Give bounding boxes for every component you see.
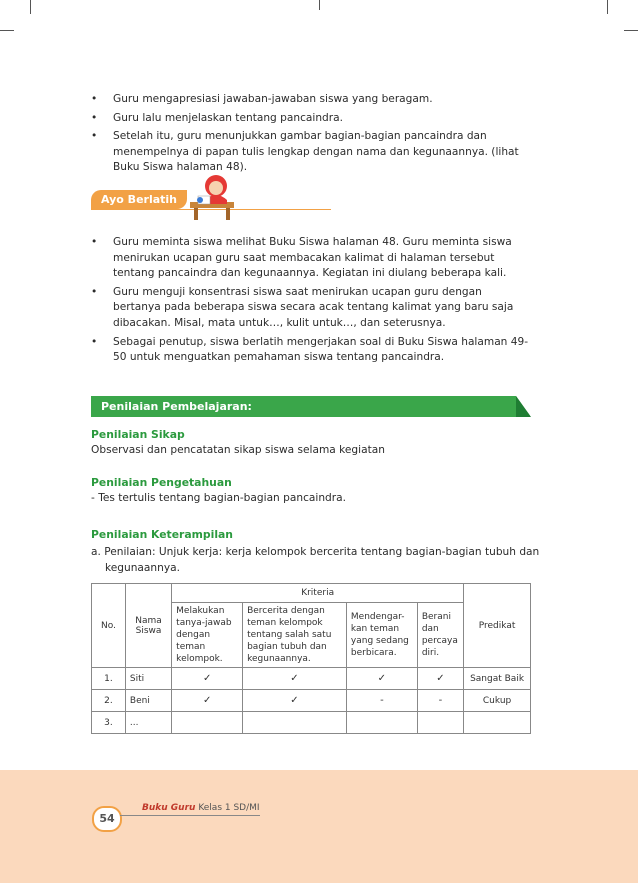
crop-mark [0,30,14,31]
header-no: No. [92,584,126,668]
footer-rule [120,815,260,816]
crop-mark [624,30,638,31]
criteria-header: Mendengar-kan teman yang sedang berbicara. [346,603,417,668]
criteria-header: Melakukan tanya-jawab dengan teman kelompok. [172,603,243,668]
cell-c3: ✓ [346,668,417,690]
cell-c3 [346,712,417,734]
cell-nama: ... [125,712,171,734]
penilaian-section-bar: Penilaian Pembelajaran: [91,396,530,417]
cell-predikat: Cukup [464,690,531,712]
cell-no: 1. [92,668,126,690]
cell-c3: - [346,690,417,712]
footer-kelas: Kelas 1 SD/MI [198,803,260,813]
crop-mark [607,0,608,14]
cell-c1: ✓ [172,668,243,690]
cell-predikat [464,712,531,734]
criteria-header: Bercerita dengan teman kelompok tentang salah satu bagian tubuh dan kegunaannya. [243,603,347,668]
header-predikat: Predikat [464,584,531,668]
keterampilan-heading: Penilaian Keterampilan [91,528,233,541]
cell-nama: Siti [125,668,171,690]
top-bullets [91,92,532,179]
bullet-item: • Guru mengapresiasi jawaban-jawaban siswa yang beragam. [91,92,532,108]
table-row [92,690,531,712]
cell-nama: Beni [125,690,171,712]
cell-c2: ✓ [243,690,347,712]
header-nama: Nama Siswa [125,584,171,668]
sikap-text: Observasi dan pencatatan sikap siswa selama kegiatan [91,444,385,456]
cell-c1 [172,712,243,734]
bullet-item: • Guru meminta siswa melihat Buku Siswa halaman 48. Guru meminta siswa menirukan ucapan guru saat membacakan kalimat di halaman tersebut tentang pancaindra dan kegunaannya. Kegiatan ini diulang beberapa kali. [91,235,532,282]
page-number: 54 [92,806,122,832]
cell-c2: ✓ [243,668,347,690]
pengetahuan-heading: Penilaian Pengetahuan [91,476,232,489]
table-row [92,668,531,690]
assessment-table [91,583,531,734]
cell-c4: - [417,690,463,712]
header-kriteria: Kriteria [172,584,464,603]
mid-bullets [91,235,532,369]
sikap-heading: Penilaian Sikap [91,428,185,441]
footer-book-title [142,803,260,813]
bullet-item: • Guru menguji konsentrasi siswa saat menirukan ucapan guru dengan bertanya pada beberapa siswa secara acak tentang kalimat yang baru saja dibacakan. Misal, mata untuk…, kulit untuk…, dan seterusnya. [91,285,532,332]
table-row [92,712,531,734]
keterampilan-text: a. Penilaian: Unjuk kerja: kerja kelompok bercerita tentang bagian-bagian tubuh dan kegunaannya. [91,546,540,574]
bullet-item: • Guru lalu menjelaskan tentang pancaindra. [91,111,532,127]
cell-c4 [417,712,463,734]
footer-book: Buku Guru [142,803,196,813]
cell-c4: ✓ [417,668,463,690]
crop-mark [30,0,31,14]
pengetahuan-text: - Tes tertulis tentang bagian-bagian pancaindra. [91,492,346,504]
cell-predikat: Sangat Baik [464,668,531,690]
student-writing-illustration [186,172,238,222]
crop-mark [319,0,320,10]
ayo-berlatih-badge: Ayo Berlatih [91,190,187,209]
cell-c2 [243,712,347,734]
cell-c1: ✓ [172,690,243,712]
cell-no: 3. [92,712,126,734]
criteria-header: Berani dan percaya diri. [417,603,463,668]
bullet-item: • Sebagai penutup, siswa berlatih mengerjakan soal di Buku Siswa halaman 49-50 untuk menguatkan pemahaman siswa tentang pancaindra. [91,335,532,366]
bullet-item: • Setelah itu, guru menunjukkan gambar bagian-bagian pancaindra dan menempelnya di papan tulis lengkap dengan nama dan kegunaannya. (lihat Buku Siswa halaman 48). [91,129,532,176]
cell-no: 2. [92,690,126,712]
penilaian-bar-corner [516,396,531,417]
